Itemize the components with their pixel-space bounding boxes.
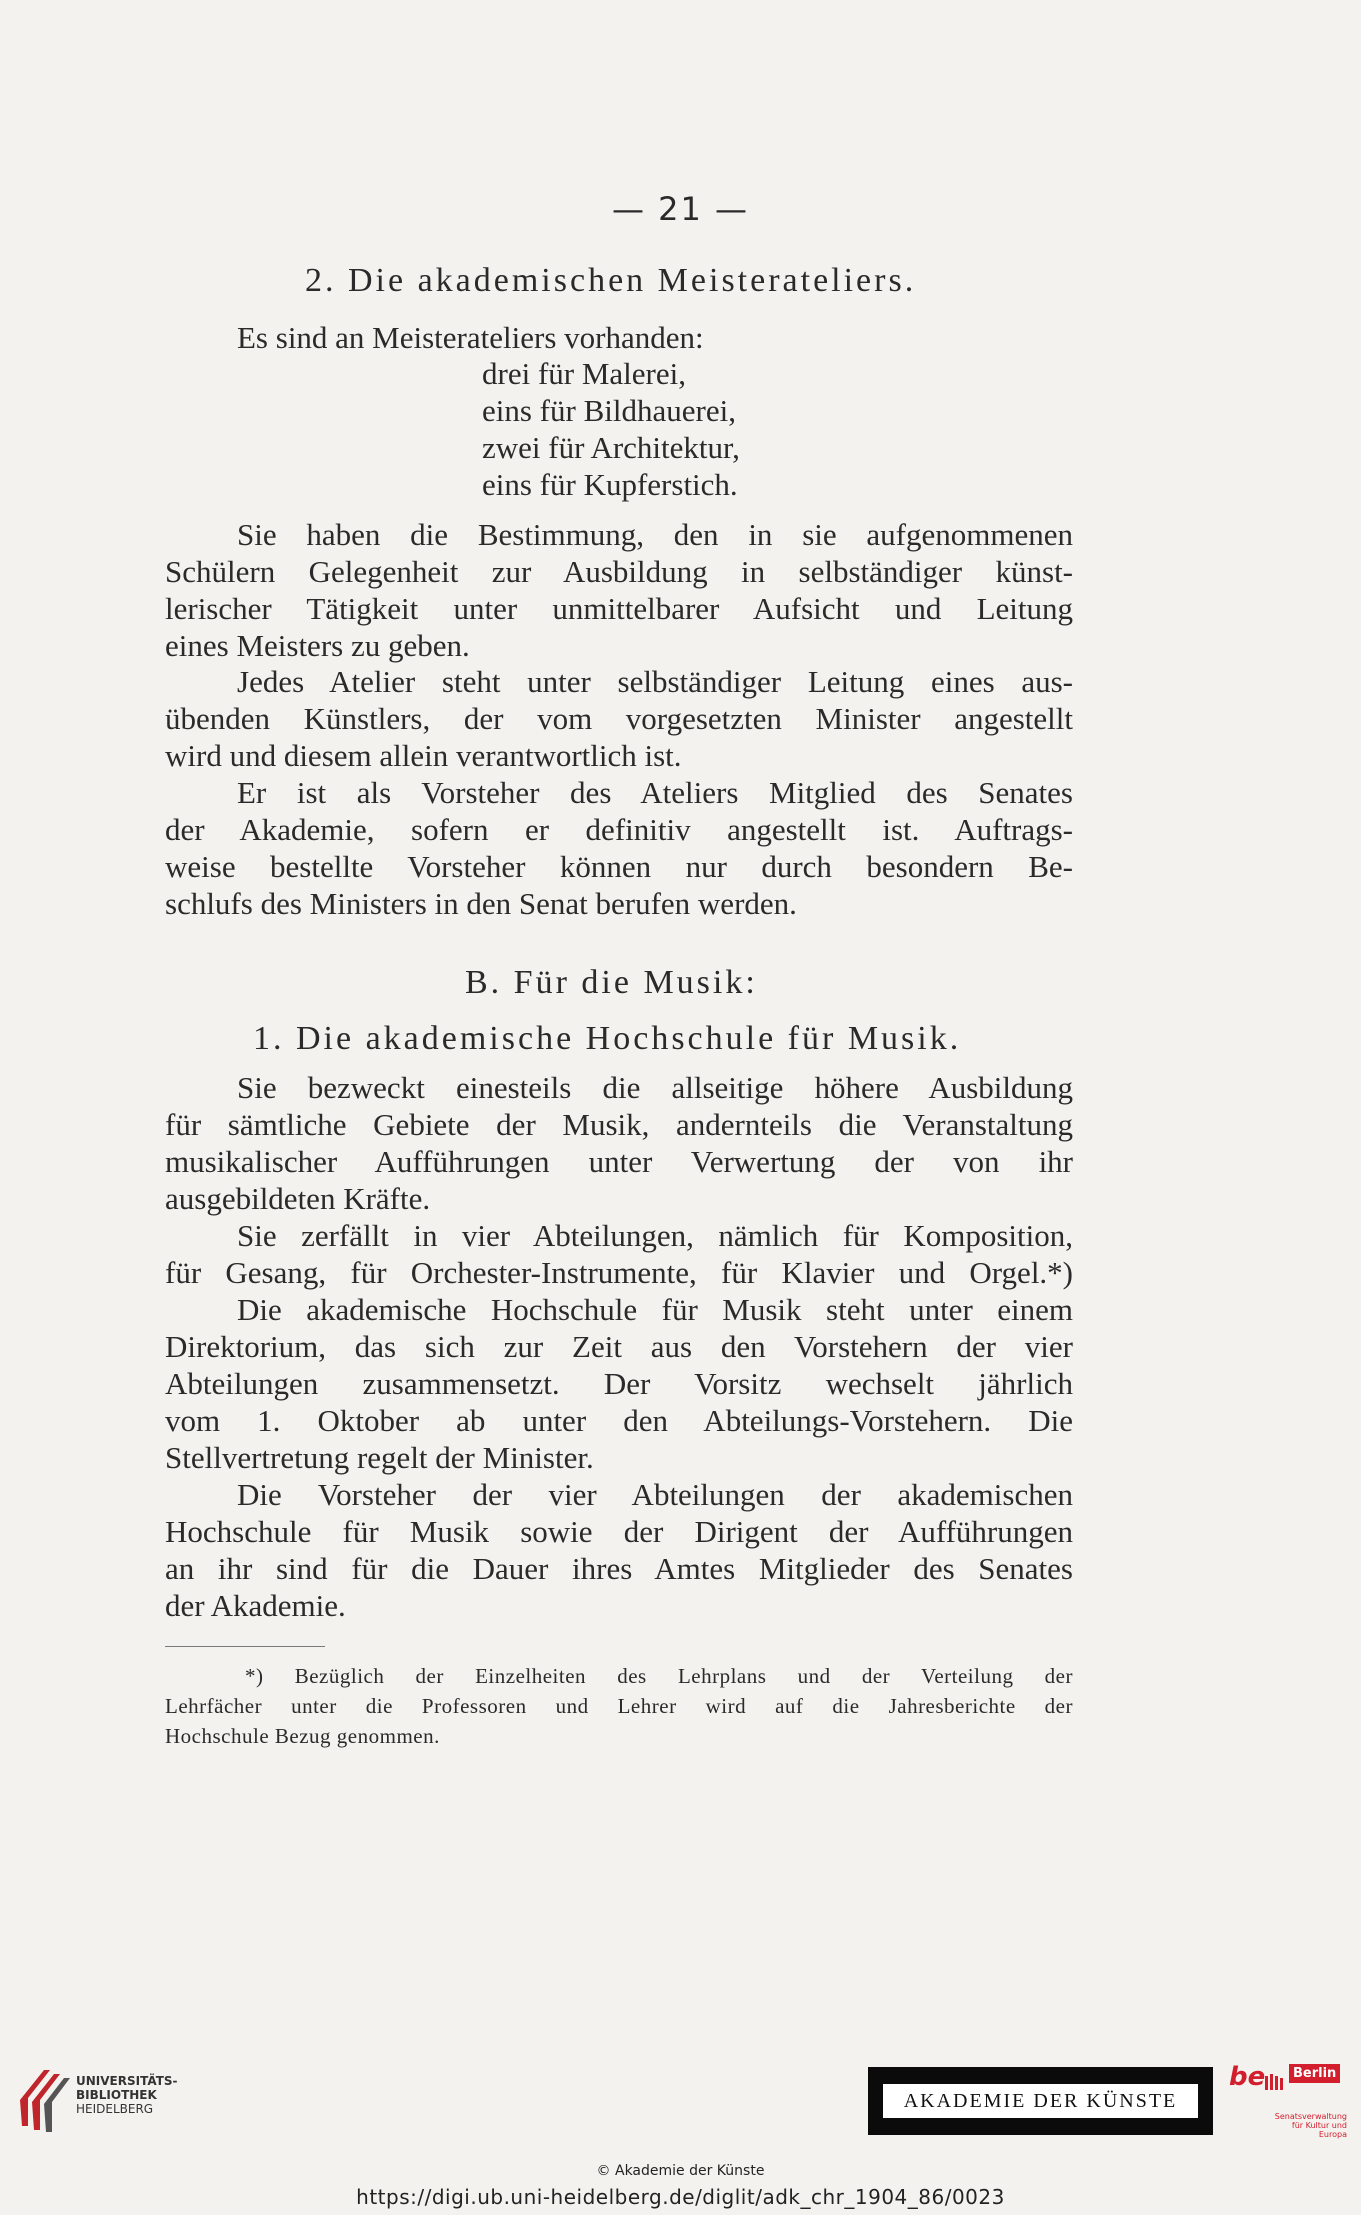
paragraph-line: Sie bezweckt einesteils die allseitige höhere Ausbildung — [237, 1070, 1073, 1105]
paragraph-line: für sämtliche Gebiete der Musik, andernteils die Veranstaltung — [165, 1107, 1073, 1142]
paragraph-line: an ihr sind für die Dauer ihres Amtes Mitglieder des Senates — [165, 1551, 1073, 1586]
page-number: — 21 — — [611, 190, 750, 228]
paragraph-line: Schülern Gelegenheit zur Ausbildung in selbständiger künst- — [165, 554, 1073, 589]
paragraph-line: der Akademie. — [165, 1588, 346, 1623]
berlin-box: Berlin — [1289, 2064, 1340, 2083]
section-heading-musik: B. Für die Musik: — [465, 964, 758, 1001]
section-heading-meisterateliers: 2. Die akademischen Meisterateliers. — [305, 262, 917, 299]
footnote-rule — [165, 1646, 325, 1647]
paragraph-line: musikalischer Aufführungen unter Verwertung der von ihr — [165, 1144, 1073, 1179]
footnote-line: Hochschule Bezug genommen. — [165, 1724, 440, 1748]
list-item: eins für Bildhauerei, — [482, 393, 736, 428]
berlin-sub-line: für Kultur und Europa — [1291, 2121, 1347, 2139]
berlin-sub-line: Senatsverwaltung — [1274, 2112, 1347, 2121]
list-item: zwei für Architektur, — [482, 430, 740, 465]
ub-line: HEIDELBERG — [76, 2102, 154, 2116]
paragraph-line: wird und diesem allein verantwortlich ist. — [165, 738, 682, 773]
paragraph-line: vom 1. Oktober ab unter den Abteilungs-Vorstehern. Die — [165, 1403, 1073, 1438]
paragraph-line: Jedes Atelier steht unter selbständiger Leitung eines aus- — [237, 664, 1073, 699]
ub-line: UNIVERSITÄTS- — [76, 2074, 178, 2088]
ub-heidelberg-mark-icon — [14, 2060, 76, 2135]
paragraph-line: schlufs des Ministers in den Senat berufen werden. — [165, 886, 797, 921]
ub-heidelberg-logo[interactable] — [14, 2060, 204, 2135]
section-heading-hochschule: 1. Die akademische Hochschule für Musik. — [253, 1020, 962, 1057]
paragraph-line: Die Vorsteher der vier Abteilungen der akademischen — [237, 1477, 1073, 1512]
paragraph-line: für Gesang, für Orchester-Instrumente, für Klavier und Orgel.*) — [165, 1255, 1073, 1290]
ub-heidelberg-text — [76, 2074, 178, 2116]
berlin-subtitle — [1269, 2112, 1347, 2139]
berlin-bear-icon — [1265, 2070, 1287, 2090]
paragraph-line: ausgebildeten Kräfte. — [165, 1181, 431, 1216]
intro-line: Es sind an Meisterateliers vorhanden: — [237, 320, 704, 355]
ub-line: BIBLIOTHEK — [76, 2088, 157, 2102]
berlin-logo[interactable] — [1229, 2060, 1349, 2140]
paragraph-line: Abteilungen zusammensetzt. Der Vorsitz wechselt jährlich — [165, 1366, 1073, 1401]
paragraph-line: weise bestellte Vorsteher können nur durch besondern Be- — [165, 849, 1073, 884]
adk-logo[interactable] — [868, 2067, 1213, 2135]
source-url[interactable]: https://digi.ub.uni-heidelberg.de/diglit/adk_chr_1904_86/0023 — [356, 2185, 1005, 2209]
footnote-line: *) Bezüglich der Einzelheiten des Lehrplans und der Verteilung der — [245, 1664, 1073, 1688]
paragraph-line: Sie zerfällt in vier Abteilungen, nämlich für Komposition, — [237, 1218, 1073, 1253]
paragraph-line: Er ist als Vorsteher des Ateliers Mitglied des Senates — [237, 775, 1073, 810]
paragraph-line: Stellvertretung regelt der Minister. — [165, 1440, 594, 1475]
footnote-line: Lehrfächer unter die Professoren und Lehrer wird auf die Jahresberichte der — [165, 1694, 1073, 1718]
berlin-be-text: be — [1229, 2062, 1266, 2092]
list-item: eins für Kupferstich. — [482, 467, 738, 502]
paragraph-line: Direktorium, das sich zur Zeit aus den Vorstehern der vier — [165, 1329, 1073, 1364]
adk-label: AKADEMIE DER KÜNSTE — [883, 2084, 1198, 2118]
paragraph-line: Hochschule für Musik sowie der Dirigent der Aufführungen — [165, 1514, 1073, 1549]
paragraph-line: lerischer Tätigkeit unter unmittelbarer Aufsicht und Leitung — [165, 591, 1073, 626]
paragraph-line: der Akademie, sofern er definitiv angestellt ist. Auftrags- — [165, 812, 1073, 847]
list-item: drei für Malerei, — [482, 356, 686, 391]
paragraph-line: Die akademische Hochschule für Musik steht unter einem — [237, 1292, 1073, 1327]
paragraph-line: eines Meisters zu geben. — [165, 628, 470, 663]
paragraph-line: übenden Künstlers, der vom vorgesetzten Minister angestellt — [165, 701, 1073, 736]
paragraph-line: Sie haben die Bestimmung, den in sie aufgenommenen — [237, 517, 1073, 552]
copyright: © Akademie der Künste — [596, 2163, 765, 2179]
